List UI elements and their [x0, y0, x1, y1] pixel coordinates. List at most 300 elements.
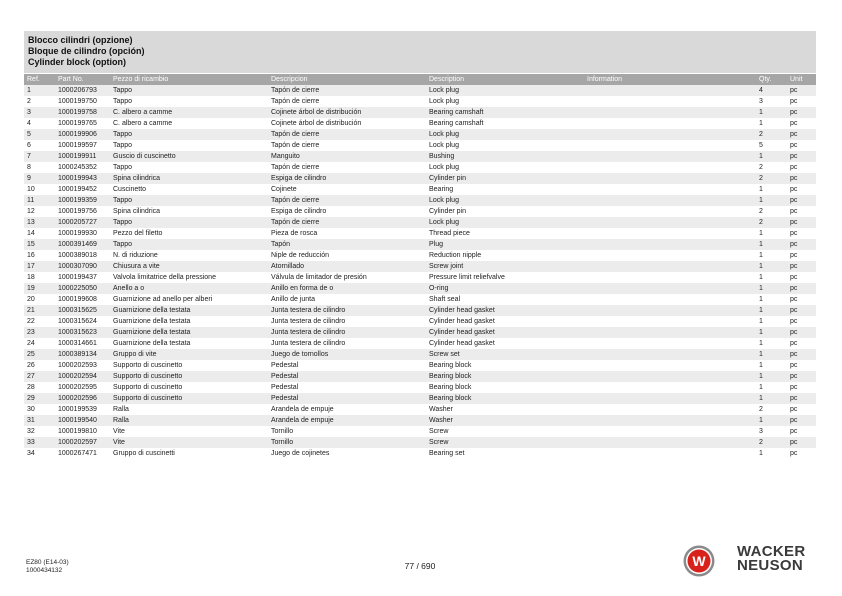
cell-ref: 19 — [24, 283, 55, 294]
logo-line-2: NEUSON — [737, 557, 803, 574]
table-row — [24, 283, 816, 294]
cell-italian: Tappo — [110, 129, 268, 140]
cell-spanish: Pieza de rosca — [271, 230, 318, 237]
cell-spanish: Cojinete árbol de distribución — [268, 107, 426, 118]
cell-part-no: 1000199539 — [58, 406, 97, 413]
cell-spanish: Tornillo — [271, 428, 294, 435]
cell-italian: N. di riduzione — [113, 252, 158, 259]
cell-ref: 17 — [24, 261, 55, 272]
cell-information — [584, 217, 759, 228]
table-row — [24, 338, 816, 349]
table-row — [24, 349, 816, 360]
table-row — [24, 228, 816, 239]
cell-unit: pc — [790, 208, 798, 215]
cell-part-no: 1000307090 — [55, 261, 110, 272]
table-row — [24, 195, 816, 206]
cell-qty: 1 — [759, 450, 763, 457]
table-row — [24, 382, 816, 393]
cell-english: Pressure limit reliefvalve — [429, 274, 505, 281]
cell-ref: 33 — [24, 437, 55, 448]
cell-unit: pc — [790, 384, 798, 391]
cell-part-no: 1000314661 — [58, 340, 97, 347]
cell-english: Bearing block — [426, 371, 584, 382]
cell-unit: pc — [787, 415, 816, 426]
table-row — [24, 371, 816, 382]
cell-italian: Spina cilindrica — [110, 173, 268, 184]
cell-part-no: 1000199359 — [55, 195, 110, 206]
cell-information — [584, 195, 759, 206]
cell-unit: pc — [787, 85, 816, 96]
cell-unit: pc — [790, 406, 798, 413]
cell-italian: Guarnizione della testata — [110, 305, 268, 316]
cell-qty: 3 — [759, 98, 763, 105]
cell-unit: pc — [790, 142, 798, 149]
cell-ref: 18 — [27, 274, 35, 281]
cell-italian: Tappo — [113, 142, 133, 149]
cell-english: Plug — [426, 239, 584, 250]
cell-ref: 1 — [24, 85, 55, 96]
table-header-row — [24, 74, 816, 85]
cell-part-no: 1000199540 — [55, 415, 110, 426]
cell-part-no: 1000202594 — [55, 371, 110, 382]
cell-english: Reduction nipple — [429, 252, 482, 259]
parts-table — [24, 74, 816, 459]
cell-italian: Tappo — [113, 164, 133, 171]
header-spanish: Descripcion — [268, 74, 426, 85]
cell-spanish: Junta testera de cilindro — [268, 327, 426, 338]
cell-ref: 3 — [24, 107, 55, 118]
cell-qty: 1 — [759, 349, 787, 360]
cell-qty: 1 — [759, 120, 763, 127]
cell-english: Bearing set — [429, 450, 465, 457]
cell-italian: Tappo — [110, 85, 268, 96]
cell-qty: 1 — [759, 151, 787, 162]
cell-italian: Gruppo di cuscinetti — [113, 450, 175, 457]
cell-italian: Valvola limitatrice della pressione — [113, 274, 216, 281]
cell-qty: 1 — [759, 371, 787, 382]
table-row — [24, 415, 816, 426]
cell-unit: pc — [787, 195, 816, 206]
cell-information — [584, 338, 759, 349]
table-row — [24, 239, 816, 250]
cell-part-no: 1000315624 — [58, 318, 97, 325]
cell-italian: Guscio di cuscinetto — [110, 151, 268, 162]
cell-part-no: 1000205727 — [55, 217, 110, 228]
cell-english: Bearing — [429, 186, 454, 193]
title-english: Cylinder block (option) — [28, 57, 126, 67]
header-part-no: Part No. — [55, 74, 110, 85]
cell-part-no: 1000206793 — [55, 85, 110, 96]
title-block — [24, 31, 816, 73]
cell-italian: Supporto di cuscinetto — [113, 362, 183, 369]
cell-spanish: Junta testera de cilindro — [271, 340, 346, 347]
cell-part-no: 1000199943 — [55, 173, 110, 184]
table-row — [24, 107, 816, 118]
cell-information — [584, 173, 759, 184]
cell-english: O-ring — [426, 283, 584, 294]
cell-qty: 2 — [759, 129, 787, 140]
cell-english: Bearing block — [429, 362, 472, 369]
cell-qty: 1 — [759, 195, 787, 206]
cell-italian: Chiusura a vite — [110, 261, 268, 272]
cell-english: Lock plug — [429, 164, 459, 171]
cell-unit: pc — [790, 318, 798, 325]
table-row — [24, 437, 816, 448]
cell-spanish: Anillo en forma de o — [268, 283, 426, 294]
cell-italian: Guarnizione ad anello per alberi — [113, 296, 213, 303]
cell-spanish: Anillo de junta — [271, 296, 315, 303]
table-row — [24, 393, 816, 404]
cell-part-no: 1000199437 — [58, 274, 97, 281]
cell-spanish: Juego de cojinetes — [271, 450, 330, 457]
cell-spanish: Pedestal — [271, 384, 299, 391]
cell-english: Bushing — [426, 151, 584, 162]
cell-unit: pc — [787, 283, 816, 294]
cell-ref: 27 — [24, 371, 55, 382]
cell-italian: Guarnizione della testata — [113, 340, 191, 347]
cell-unit: pc — [787, 129, 816, 140]
cell-ref: 25 — [24, 349, 55, 360]
cell-spanish: Tornillo — [268, 437, 426, 448]
cell-ref: 26 — [27, 362, 35, 369]
cell-spanish: Juego de tornollos — [268, 349, 426, 360]
cell-ref: 23 — [24, 327, 55, 338]
cell-unit: pc — [790, 230, 798, 237]
page-number: 77 / 690 — [404, 561, 436, 571]
table-row — [24, 272, 816, 283]
cell-qty: 1 — [759, 230, 763, 237]
cell-qty: 1 — [759, 296, 763, 303]
cell-italian: Tappo — [110, 217, 268, 228]
cell-spanish: Cojinete árbol de distribución — [271, 120, 362, 127]
cell-spanish: Arandela de empuje — [271, 406, 334, 413]
cell-unit: pc — [787, 107, 816, 118]
cell-information — [584, 250, 759, 261]
cell-part-no: 1000199750 — [58, 98, 97, 105]
cell-ref: 10 — [27, 186, 35, 193]
cell-unit: pc — [790, 164, 798, 171]
cell-english: Cylinder pin — [429, 208, 466, 215]
cell-italian: Tappo — [110, 239, 268, 250]
footer-model-info — [26, 559, 69, 575]
cell-ref: 22 — [27, 318, 35, 325]
header-unit: Unit — [787, 74, 816, 85]
cell-italian: Supporto di cuscinetto — [110, 371, 268, 382]
header-qty: Qty. — [759, 74, 787, 85]
cell-english: Screw — [426, 437, 584, 448]
cell-ref: 31 — [24, 415, 55, 426]
cell-italian: Tappo — [110, 195, 268, 206]
cell-part-no: 1000315625 — [55, 305, 110, 316]
cell-unit: pc — [787, 393, 816, 404]
table-row — [24, 184, 816, 195]
cell-english: Washer — [426, 415, 584, 426]
cell-qty: 1 — [759, 252, 763, 259]
cell-english: Bearing block — [429, 384, 472, 391]
cell-information — [584, 272, 759, 283]
table-row — [24, 316, 816, 327]
cell-english: Cylinder head gasket — [429, 318, 495, 325]
cell-spanish: Pedestal — [268, 393, 426, 404]
wacker-neuson-logo-text — [737, 545, 805, 573]
logo-glyph: W — [692, 553, 706, 569]
cell-ref: 15 — [24, 239, 55, 250]
cell-information — [584, 437, 759, 448]
cell-spanish: Espiga de cilindro — [271, 208, 327, 215]
cell-spanish: Junta testera de cilindro — [268, 305, 426, 316]
cell-information — [584, 261, 759, 272]
cell-information — [584, 184, 759, 195]
cell-english: Bearing camshaft — [429, 120, 484, 127]
cell-unit: pc — [790, 186, 798, 193]
cell-part-no: 1000199911 — [55, 151, 110, 162]
model-name: EZ80 (E14-03) — [26, 559, 69, 566]
cell-unit: pc — [790, 428, 798, 435]
cell-unit: pc — [790, 274, 798, 281]
cell-part-no: 1000202593 — [58, 362, 97, 369]
cell-qty: 2 — [759, 406, 763, 413]
cell-spanish: Tapón de cierre — [268, 217, 426, 228]
cell-part-no: 1000391469 — [55, 239, 110, 250]
cell-italian: Ralla — [110, 415, 268, 426]
parts-table-body — [24, 85, 816, 459]
table-row — [24, 448, 816, 459]
table-row — [24, 217, 816, 228]
cell-ref: 30 — [27, 406, 35, 413]
cell-italian: C. albero a camme — [110, 107, 268, 118]
cell-spanish: Tapón de cierre — [271, 98, 320, 105]
cell-ref: 14 — [27, 230, 35, 237]
cell-information — [584, 393, 759, 404]
cell-information — [584, 404, 759, 415]
cell-qty: 1 — [759, 261, 787, 272]
logo-line-1: WACKER — [737, 543, 806, 560]
cell-english: Bearing camshaft — [426, 107, 584, 118]
cell-ref: 21 — [24, 305, 55, 316]
cell-italian: Guarnizione della testata — [113, 318, 191, 325]
cell-qty: 1 — [759, 327, 787, 338]
cell-unit: pc — [787, 371, 816, 382]
cell-spanish: Arandela de empuje — [268, 415, 426, 426]
cell-qty: 2 — [759, 173, 787, 184]
wacker-neuson-logo-badge — [683, 545, 715, 577]
cell-information — [584, 239, 759, 250]
cell-unit: pc — [787, 173, 816, 184]
cell-unit: pc — [787, 327, 816, 338]
cell-information — [584, 129, 759, 140]
cell-ref: 24 — [27, 340, 35, 347]
cell-italian: Anello a o — [110, 283, 268, 294]
cell-italian: Vite — [113, 428, 125, 435]
cell-unit: pc — [790, 120, 798, 127]
document-number: 1000434132 — [26, 567, 63, 574]
cell-part-no: 1000202596 — [55, 393, 110, 404]
cell-information — [584, 206, 759, 217]
cell-ref: 8 — [27, 164, 31, 171]
cell-qty: 1 — [759, 283, 787, 294]
cell-unit: pc — [790, 450, 798, 457]
cell-unit: pc — [787, 217, 816, 228]
cell-qty: 1 — [759, 415, 787, 426]
cell-information — [584, 360, 759, 371]
cell-english: Lock plug — [426, 129, 584, 140]
cell-information — [584, 228, 759, 239]
table-row — [24, 140, 816, 151]
title-italian: Blocco cilindri (opzione) — [28, 35, 133, 45]
cell-italian: Cuscinetto — [113, 186, 147, 193]
cell-spanish: Manguito — [268, 151, 426, 162]
cell-unit: pc — [787, 261, 816, 272]
table-row — [24, 327, 816, 338]
cell-spanish: Tapón de cierre — [268, 195, 426, 206]
cell-qty: 4 — [759, 85, 787, 96]
cell-english: Thread piece — [429, 230, 470, 237]
cell-ref: 2 — [27, 98, 31, 105]
table-row — [24, 305, 816, 316]
cell-unit: pc — [787, 151, 816, 162]
cell-italian: Ralla — [113, 406, 129, 413]
cell-information — [584, 107, 759, 118]
cell-qty: 1 — [759, 318, 763, 325]
cell-information — [584, 349, 759, 360]
cell-qty: 2 — [759, 208, 763, 215]
cell-english: Lock plug — [429, 142, 459, 149]
cell-information — [584, 305, 759, 316]
cell-information — [584, 96, 759, 107]
cell-english: Lock plug — [429, 98, 459, 105]
cell-qty: 1 — [759, 305, 787, 316]
cell-information — [584, 448, 759, 459]
table-row — [24, 261, 816, 272]
cell-italian: Supporto di cuscinetto — [110, 393, 268, 404]
cell-spanish: Tapón de cierre — [268, 85, 426, 96]
cell-ref: 16 — [27, 252, 35, 259]
cell-english: Shaft seal — [429, 296, 461, 303]
table-row — [24, 250, 816, 261]
cell-qty: 1 — [759, 362, 763, 369]
cell-ref: 11 — [24, 195, 55, 206]
cell-spanish: Espiga de cilindro — [268, 173, 426, 184]
cell-part-no: 1000225050 — [55, 283, 110, 294]
cell-information — [584, 294, 759, 305]
cell-italian: Gruppo di vite — [110, 349, 268, 360]
cell-part-no: 1000267471 — [58, 450, 97, 457]
cell-part-no: 1000199810 — [58, 428, 97, 435]
cell-information — [584, 162, 759, 173]
table-row — [24, 206, 816, 217]
cell-english: Lock plug — [426, 195, 584, 206]
table-row — [24, 173, 816, 184]
cell-ref: 13 — [24, 217, 55, 228]
header-information: Information — [584, 74, 759, 85]
cell-part-no: 1000199765 — [58, 120, 97, 127]
cell-part-no: 1000245352 — [58, 164, 97, 171]
cell-qty: 1 — [759, 107, 787, 118]
cell-ref: 34 — [27, 450, 35, 457]
table-row — [24, 426, 816, 437]
header-english: Description — [426, 74, 584, 85]
cell-spanish: Atornillado — [268, 261, 426, 272]
cell-part-no: 1000389134 — [55, 349, 110, 360]
table-row — [24, 162, 816, 173]
cell-information — [584, 426, 759, 437]
table-row — [24, 151, 816, 162]
table-row — [24, 85, 816, 96]
cell-part-no: 1000199452 — [58, 186, 97, 193]
cell-unit: pc — [787, 305, 816, 316]
cell-ref: 20 — [27, 296, 35, 303]
cell-italian: Pezzo del filetto — [113, 230, 163, 237]
cell-ref: 32 — [27, 428, 35, 435]
cell-italian: Tappo — [113, 98, 133, 105]
cell-information — [584, 85, 759, 96]
cell-qty: 3 — [759, 428, 763, 435]
cell-spanish: Tapón de cierre — [271, 142, 320, 149]
cell-english: Washer — [429, 406, 453, 413]
cell-unit: pc — [790, 252, 798, 259]
cell-information — [584, 371, 759, 382]
cell-information — [584, 327, 759, 338]
cell-italian: Spina cilindrica — [113, 208, 161, 215]
cell-spanish: Tapón — [268, 239, 426, 250]
cell-qty: 5 — [759, 142, 763, 149]
cell-information — [584, 140, 759, 151]
table-row — [24, 118, 816, 129]
cell-part-no: 1000199906 — [55, 129, 110, 140]
table-row — [24, 360, 816, 371]
table-row — [24, 96, 816, 107]
cell-spanish: Niple de reducción — [271, 252, 329, 259]
cell-part-no: 1000199597 — [58, 142, 97, 149]
cell-english: Cylinder pin — [426, 173, 584, 184]
cell-information — [584, 382, 759, 393]
cell-qty: 1 — [759, 274, 763, 281]
cell-spanish: Junta testera de cilindro — [271, 318, 346, 325]
cell-unit: pc — [787, 239, 816, 250]
cell-english: Screw joint — [426, 261, 584, 272]
table-row — [24, 404, 816, 415]
cell-ref: 29 — [24, 393, 55, 404]
cell-english: Lock plug — [426, 217, 584, 228]
cell-english: Bearing block — [426, 393, 584, 404]
cell-qty: 1 — [759, 186, 763, 193]
cell-english: Cylinder head gasket — [429, 340, 495, 347]
cell-unit: pc — [790, 296, 798, 303]
cell-english: Screw set — [426, 349, 584, 360]
cell-part-no: 1000202597 — [55, 437, 110, 448]
cell-italian: C. albero a camme — [113, 120, 173, 127]
cell-italian: Vite — [110, 437, 268, 448]
cell-english: Lock plug — [426, 85, 584, 96]
cell-unit: pc — [790, 340, 798, 347]
cell-ref: 7 — [24, 151, 55, 162]
cell-unit: pc — [787, 437, 816, 448]
cell-italian: Supporto di cuscinetto — [113, 384, 183, 391]
cell-part-no: 1000199756 — [58, 208, 97, 215]
cell-part-no: 1000199930 — [58, 230, 97, 237]
cell-spanish: Pedestal — [268, 371, 426, 382]
header-ref: Ref. — [24, 74, 55, 85]
cell-english: Cylinder head gasket — [426, 327, 584, 338]
cell-ref: 4 — [27, 120, 31, 127]
cell-ref: 9 — [24, 173, 55, 184]
cell-information — [584, 415, 759, 426]
cell-spanish: Válvula de limitador de presión — [271, 274, 367, 281]
cell-english: Cylinder head gasket — [426, 305, 584, 316]
cell-qty: 1 — [759, 393, 787, 404]
cell-qty: 2 — [759, 217, 787, 228]
cell-qty: 1 — [759, 239, 787, 250]
